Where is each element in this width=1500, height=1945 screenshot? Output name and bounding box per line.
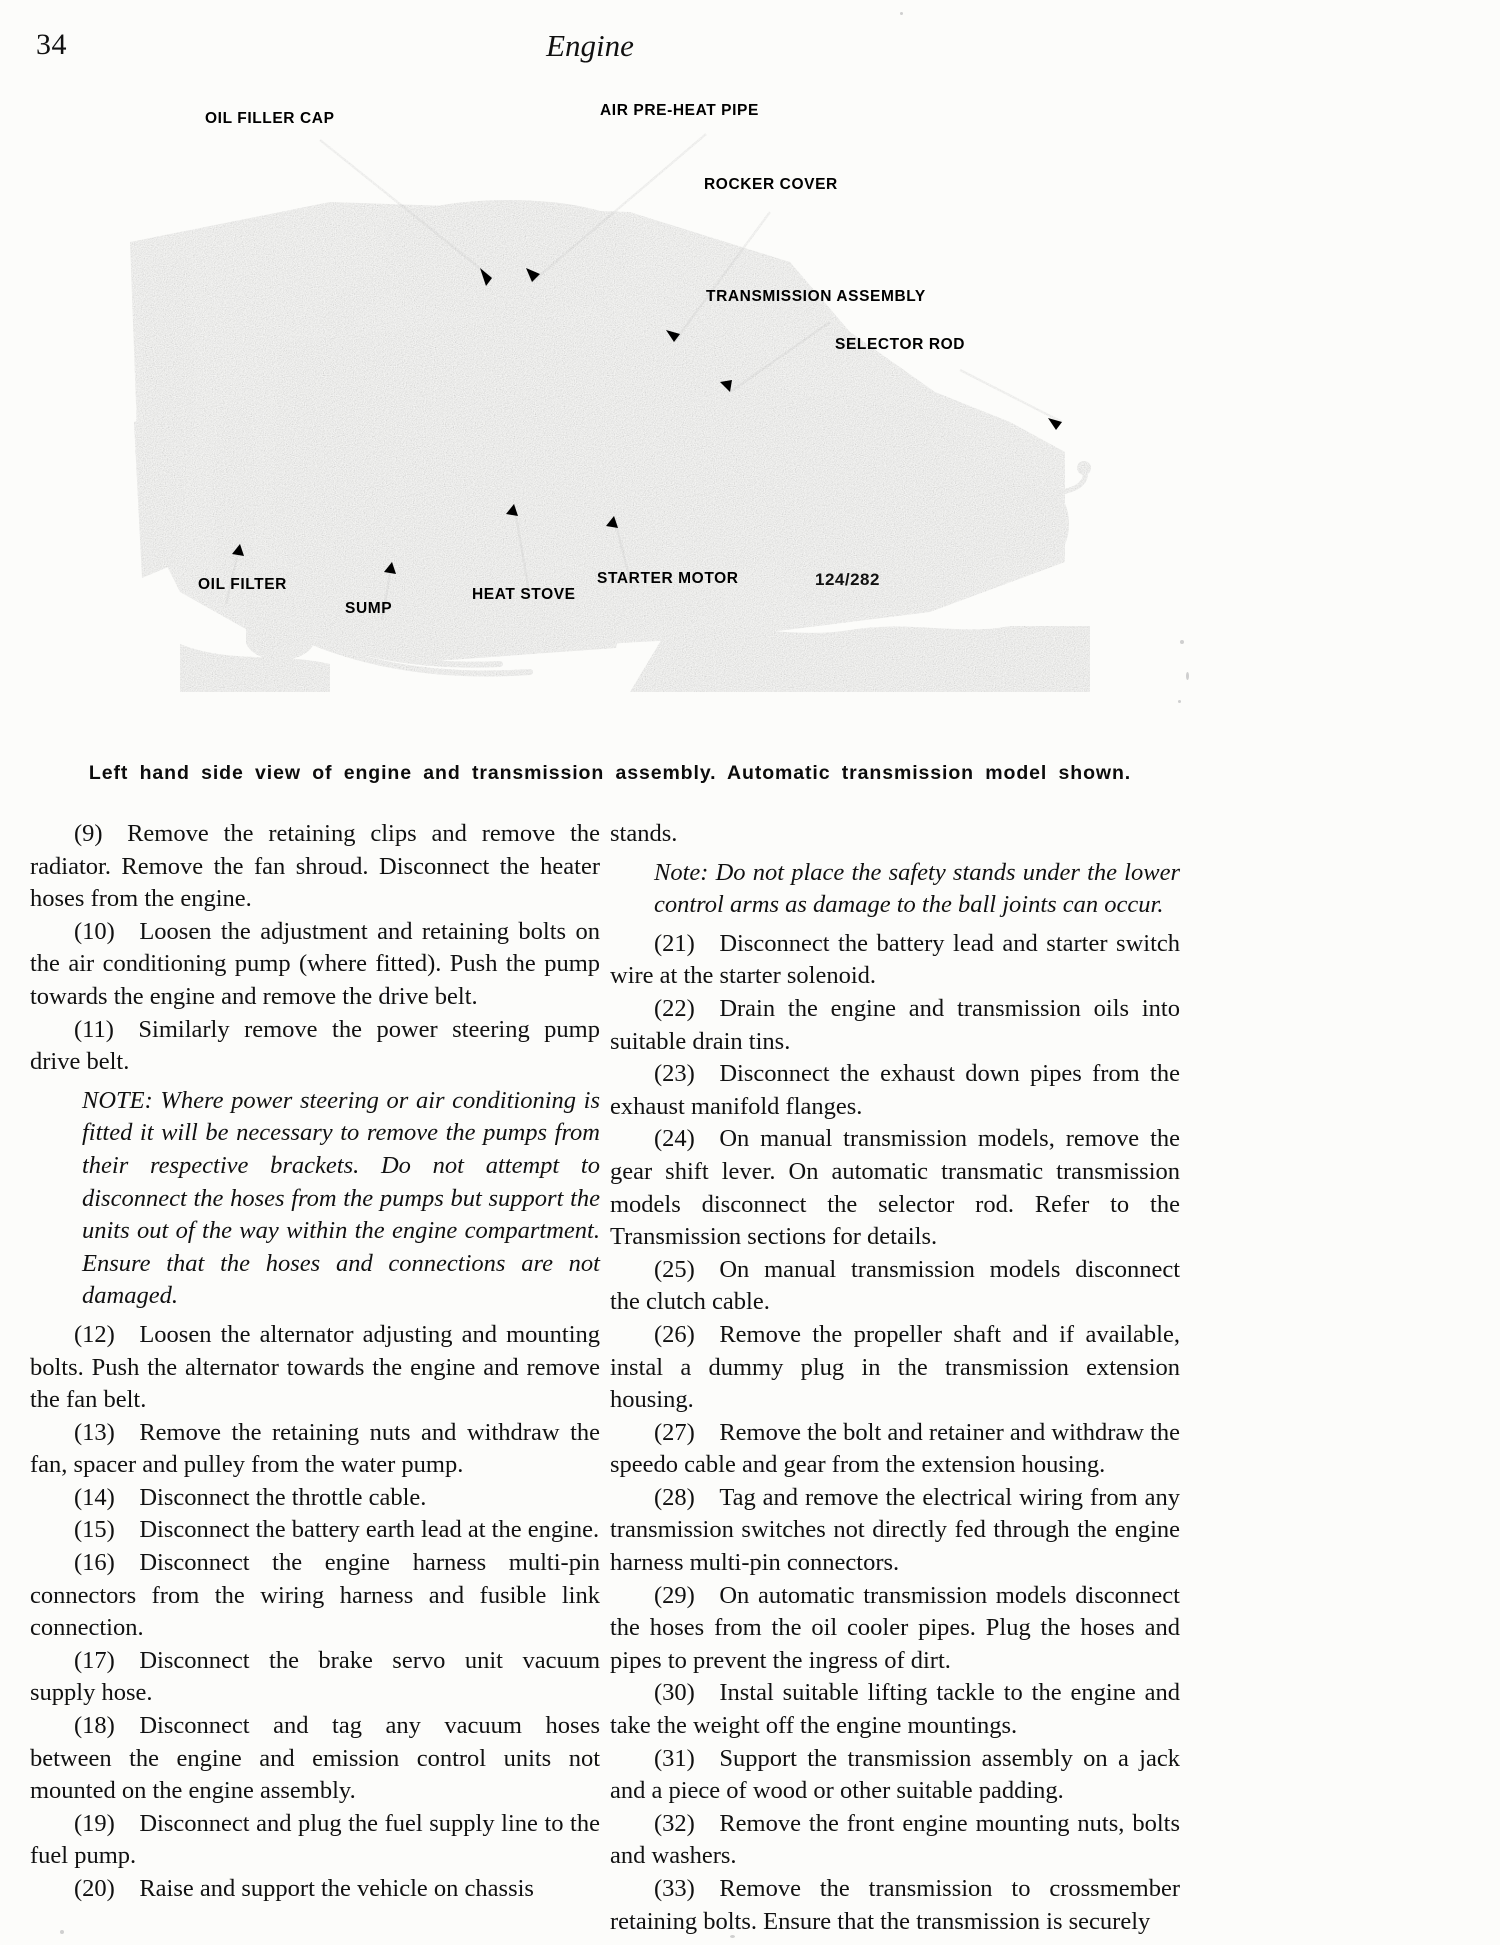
- step-paragraph: (32) Remove the front engine mounting nuts, bolts and washers.: [610, 1809, 1180, 1870]
- step-paragraph: (12) Loosen the alternator adjusting and mounting bolts. Push the alternator towards the engine and remove the fan belt.: [30, 1320, 600, 1414]
- step-paragraph: (16) Disconnect the engine harness multi-pin connectors from the wiring harness and fusible link connection.: [30, 1549, 600, 1642]
- label-sump: SUMP: [345, 600, 393, 617]
- step-paragraph: (14) Disconnect the throttle cable.: [74, 1483, 427, 1511]
- step-paragraph: (17) Disconnect the brake servo unit vacuum supply hose.: [30, 1646, 600, 1707]
- step-paragraph: (22) Drain the engine and transmission oils into suitable drain tins.: [610, 994, 1180, 1055]
- step-paragraph: (23) Disconnect the exhaust down pipes from the exhaust manifold flanges.: [610, 1060, 1180, 1120]
- step-paragraph: (13) Remove the retaining nuts and withdraw the fan, spacer and pulley from the water pump.: [30, 1418, 600, 1479]
- step-paragraph: (25) On manual transmission models disconnect the clutch cable.: [610, 1255, 1180, 1316]
- label-oil-filler-cap: OIL FILLER CAP: [205, 110, 335, 127]
- label-heat-stove: HEAT STOVE: [472, 586, 576, 603]
- step-paragraph: (19) Disconnect and plug the fuel supply line to the fuel pump.: [30, 1809, 600, 1870]
- step-paragraph: (10) Loosen the adjustment and retaining bolts on the air conditioning pump (where fitted). Push the pump towards the engine and remove the drive belt.: [30, 917, 600, 1010]
- label-oil-filter: OIL FILTER: [198, 576, 287, 593]
- figure-number: 124/282: [815, 570, 880, 589]
- page-number: 34: [36, 28, 67, 61]
- step-paragraph: (31) Support the transmission assembly on a jack and a piece of wood or other suitable padding.: [610, 1744, 1180, 1805]
- engine-photograph: [30, 92, 1160, 752]
- step-paragraph: (28) Tag and remove the electrical wiring from any transmission switches not directly fed through the engine harness multi-pin connectors.: [610, 1483, 1180, 1577]
- step-paragraph: (9) Remove the retaining clips and remove the radiator. Remove the fan shroud. Disconnect the heater hoses from the engine.: [30, 820, 600, 913]
- step-paragraph: (26) Remove the propeller shaft and if available, instal a dummy plug in the transmission extension housing.: [610, 1320, 1180, 1414]
- step-paragraph: (29) On automatic transmission models disconnect the hoses from the oil cooler pipes. Plug the hoses and pipes to prevent the ingress of dirt.: [610, 1581, 1180, 1674]
- body-column-right: [610, 818, 1180, 1938]
- figure-engine-left-side-view: [30, 92, 1160, 732]
- body-column-left: [30, 818, 600, 1906]
- note-paragraph: NOTE: Where power steering or air conditioning is fitted it will be necessary to remove the pumps from their respective brackets. Do not attempt to disconnect the hoses from the pumps but support the units out of the way within the engine compartment. Ensure that the hoses and connections are not damaged.: [82, 1086, 600, 1310]
- step-paragraph: (20) Raise and support the vehicle on chassis: [74, 1875, 534, 1902]
- note-paragraph: Note: Do not place the safety stands under the lower control arms as damage to the ball joints can occur.: [654, 858, 1180, 919]
- step-paragraph: (33) Remove the transmission to crossmember retaining bolts. Ensure that the transmission is securely: [610, 1875, 1180, 1935]
- label-rocker-cover: ROCKER COVER: [704, 176, 838, 193]
- step-paragraph: (18) Disconnect and tag any vacuum hoses between the engine and emission control units not mounted on the engine assembly.: [30, 1712, 600, 1805]
- running-title: Engine: [546, 28, 634, 63]
- step-paragraph: (24) On manual transmission models, remove the gear shift lever. On automatic transmatic transmission models disconnect the selector rod. Refer to the Transmission sections for details.: [610, 1125, 1180, 1251]
- step-paragraph: (27) Remove the bolt and retainer and withdraw the speedo cable and gear from the extension housing.: [610, 1418, 1180, 1479]
- step-paragraph: (30) Instal suitable lifting tackle to the engine and take the weight off the engine mountings.: [610, 1679, 1180, 1740]
- step-paragraph: (15) Disconnect the battery earth lead at the engine.: [74, 1516, 600, 1544]
- step-paragraph: (11) Similarly remove the power steering pump drive belt.: [30, 1015, 600, 1076]
- running-head: [0, 28, 1500, 76]
- label-selector-rod: SELECTOR ROD: [835, 336, 966, 353]
- step-paragraph: (21) Disconnect the battery lead and starter switch wire at the starter solenoid.: [610, 929, 1180, 990]
- label-air-pre-heat-pipe: AIR PRE-HEAT PIPE: [600, 102, 759, 119]
- figure-caption: Left hand side view of engine and transmission assembly. Automatic transmission model shown.: [88, 762, 1132, 784]
- continuation-paragraph: stands.: [610, 820, 678, 847]
- label-transmission-assembly: TRANSMISSION ASSEMBLY: [706, 288, 926, 305]
- label-starter-motor: STARTER MOTOR: [597, 570, 739, 587]
